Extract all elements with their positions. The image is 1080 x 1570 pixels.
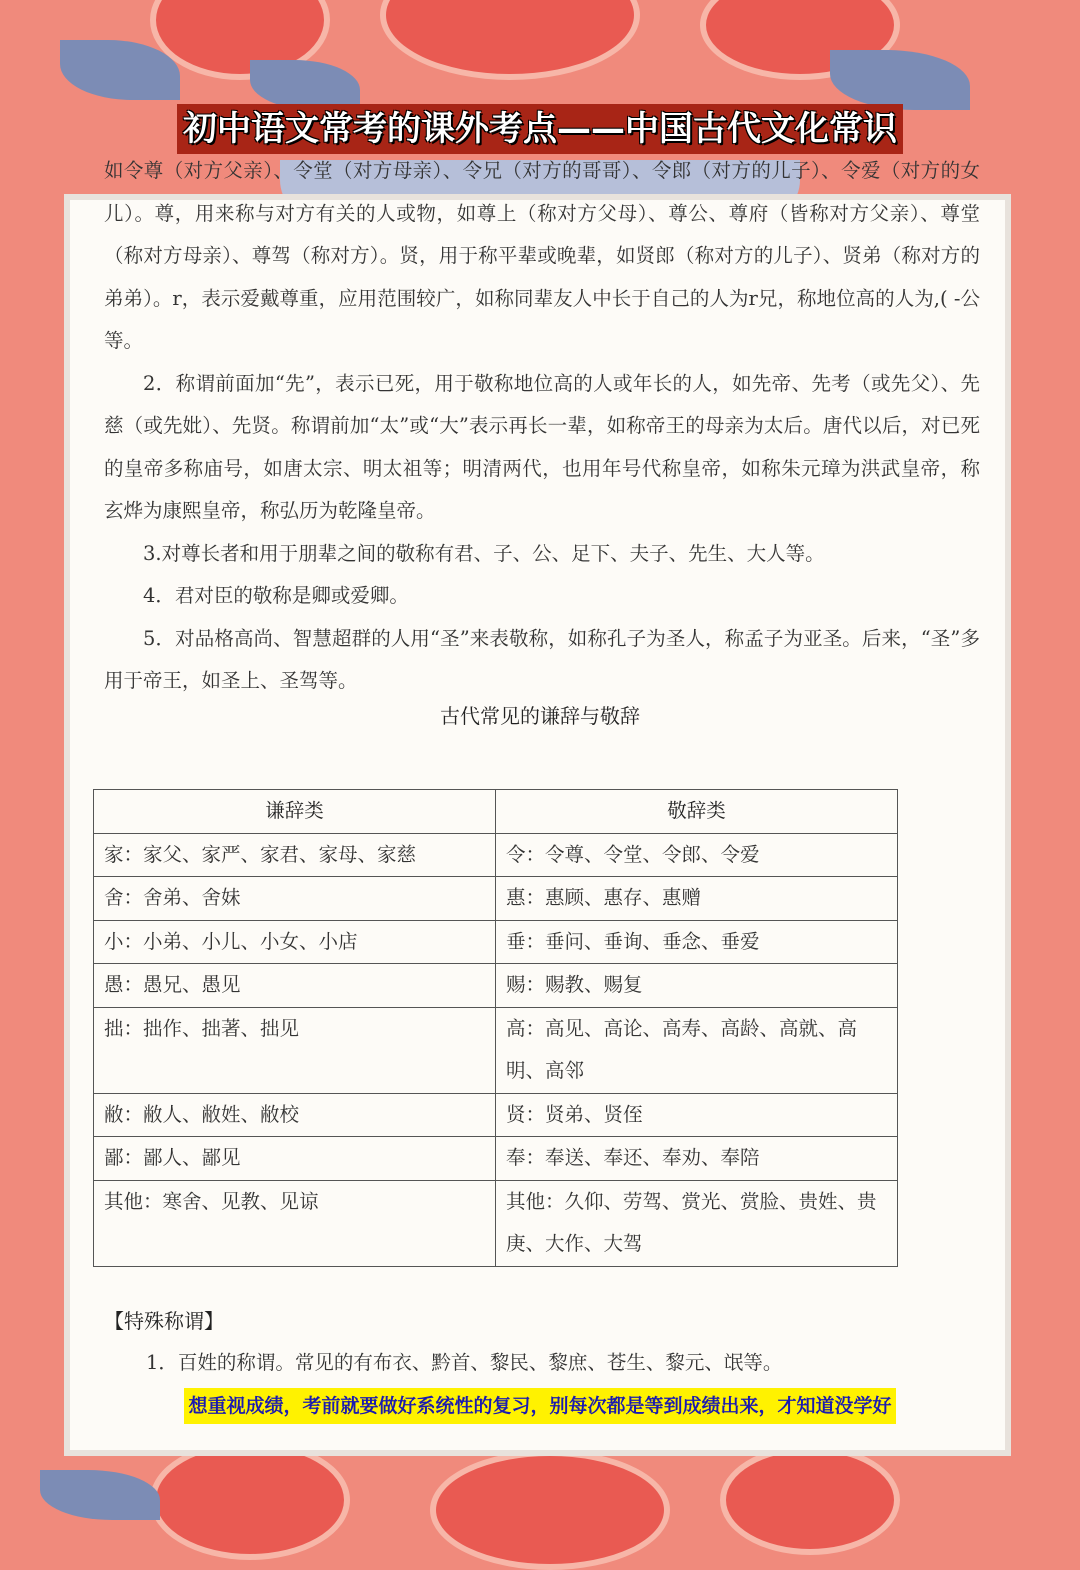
table-cell: 惠：惠顾、惠存、惠赠: [496, 877, 898, 921]
paragraph: 5．对品格高尚、智慧超群的人用“圣”来表敬称，如称孔子为圣人，称孟子为亚圣。后来，“圣”多用于帝王，如圣上、圣驾等。: [104, 626, 980, 692]
table-cell: 奉：奉送、奉还、奉劝、奉陪: [496, 1137, 898, 1181]
paragraph: 2．称谓前面加“先”，表示已死，用于敬称地位高的人或年长的人，如先帝、先考（或先父）、先慈（或先妣）、先贤。称谓前加“太”或“大”表示再长一辈，如称帝王的母亲为太后。唐代以后，对已死的皇帝多称庙号，如唐太宗、明太祖等；明清两代，也用年号代称皇帝，如称朱元璋为洪武皇帝，称玄烨为康熙皇帝，称弘历为乾隆皇帝。: [104, 371, 980, 522]
page-title: 初中语文常考的课外考点——中国古代文化常识: [177, 104, 903, 154]
rose-decoration: [430, 1450, 670, 1570]
honorifics-table: [93, 789, 898, 1267]
table-row: [94, 833, 898, 877]
table-cell: 其他：久仰、劳驾、赏光、赏脸、贵姓、贵庚、大作、大驾: [496, 1180, 898, 1266]
leaf-decoration: [40, 1470, 160, 1520]
special-heading: 【特殊称谓】: [104, 1309, 224, 1333]
special-line: 1．百姓的称谓。常见的有布衣、黔首、黎民、黎庶、苍生、黎元、氓等。: [146, 1351, 783, 1374]
table-header-respectful: 敬辞类: [496, 790, 898, 834]
rose-decoration: [380, 0, 640, 80]
table-cell: 拙：拙作、拙著、拙见: [94, 1007, 496, 1093]
table-title: 古代常见的谦辞与敬辞: [440, 704, 640, 728]
table-row: [94, 877, 898, 921]
table-cell: 其他：寒舍、见教、见谅: [94, 1180, 496, 1266]
highlight-banner: 想重视成绩，考前就要做好系统性的复习，别每次都是等到成绩出来，才知道没学好: [184, 1388, 895, 1424]
table-header-humble: 谦辞类: [94, 790, 496, 834]
table-cell: 高：高见、高论、高寿、高龄、高就、高明、高邻: [496, 1007, 898, 1093]
table-cell: 令：令尊、令堂、令郎、令爱: [496, 833, 898, 877]
paragraph: 3.对尊长者和用于朋辈之间的敬称有君、子、公、足下、夫子、先生、大人等。: [143, 541, 825, 565]
table-row: [94, 920, 898, 964]
leaf-decoration: [250, 60, 360, 110]
rose-decoration: [720, 1445, 900, 1555]
table-row: [94, 1093, 898, 1137]
paragraph: 如令尊（对方父亲）、令堂（对方母亲）、令兄（对方的哥哥）、令郎（对方的儿子）、令爱（对方的女儿）。尊，用来称与对方有关的人或物，如尊上（称对方父母）、尊公、尊府（皆称对方父亲）、尊堂（称对方母亲）、尊驾（称对方）。贤，用于称平辈或晚辈，如贤郎（称对方的儿子）、贤弟（称对方的弟弟）。r，表示爱戴尊重，应用范围较广，如称同辈友人中长于自己的人为r兄，称地位高的人为,( -公等。: [104, 159, 980, 352]
table-cell: 家：家父、家严、家君、家母、家慈: [94, 833, 496, 877]
table-cell: 舍：舍弟、舍妹: [94, 877, 496, 921]
table-cell: 垂：垂问、垂询、垂念、垂爱: [496, 920, 898, 964]
table-cell: 贤：贤弟、贤侄: [496, 1093, 898, 1137]
leaf-decoration: [830, 50, 970, 110]
table-cell: 愚：愚兄、愚见: [94, 964, 496, 1008]
table-header-row: [94, 790, 898, 834]
paragraph: 4．君对臣的敬称是卿或爱卿。: [143, 584, 409, 607]
table-row: [94, 1007, 898, 1093]
table-row: [94, 964, 898, 1008]
table-row: [94, 1180, 898, 1266]
title-wrapper: [0, 104, 1080, 154]
table-cell: 小：小弟、小儿、小女、小店: [94, 920, 496, 964]
rose-decoration: [150, 1440, 350, 1560]
body-text: [104, 150, 980, 703]
banner-wrapper: [0, 1388, 1080, 1424]
table-row: [94, 1137, 898, 1181]
table-cell: 赐：赐教、赐复: [496, 964, 898, 1008]
table-cell: 鄙：鄙人、鄙见: [94, 1137, 496, 1181]
table-cell: 敝：敝人、敝姓、敝校: [94, 1093, 496, 1137]
